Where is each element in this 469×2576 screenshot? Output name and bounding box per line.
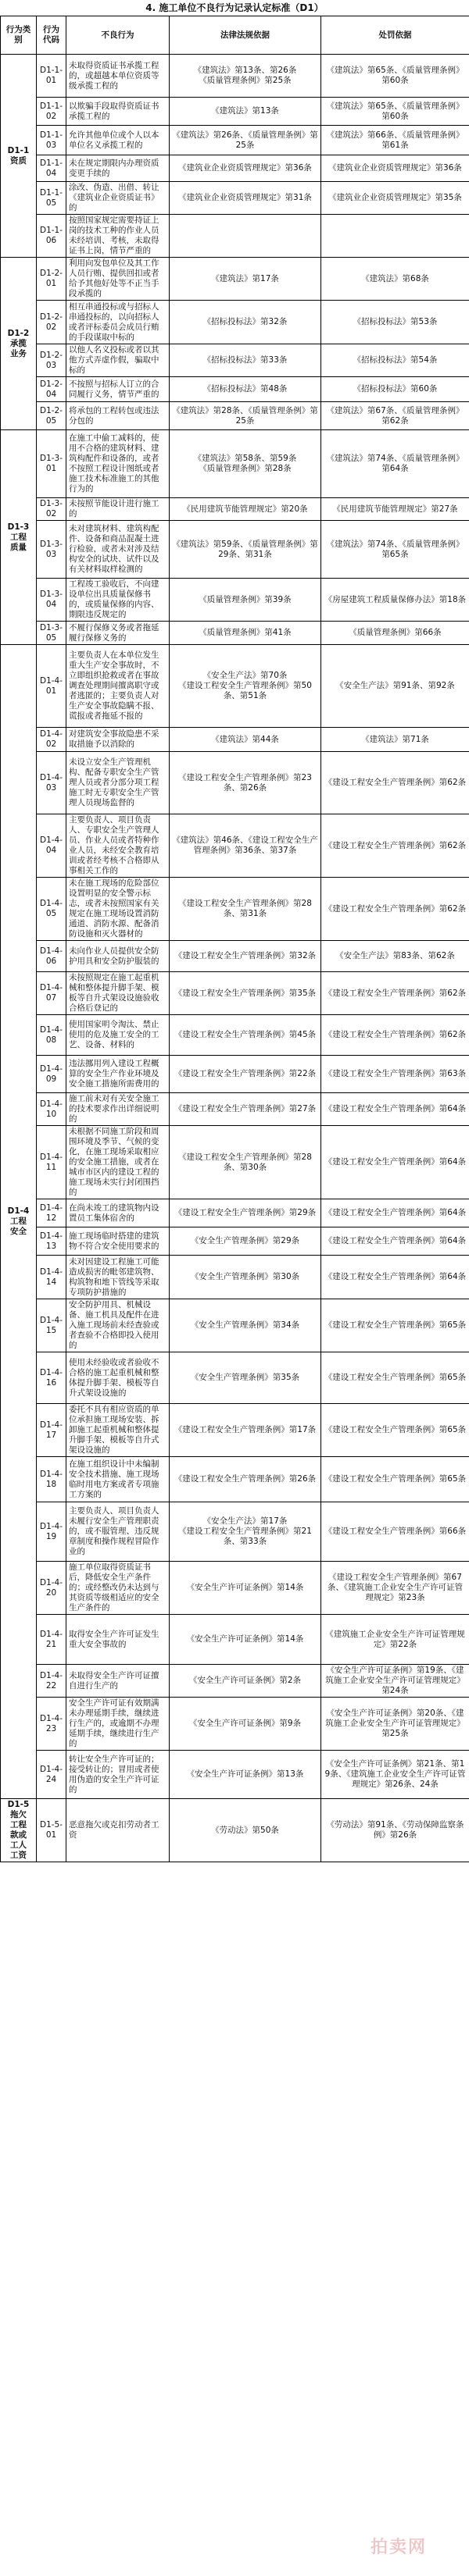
code-cell: D1-4-06 — [37, 941, 66, 972]
code-cell: D1-3-01 — [37, 430, 66, 498]
penalty-basis-cell: 《建筑业企业资质管理规定》第36条 — [321, 155, 469, 182]
code-cell: D1-2-02 — [37, 301, 66, 344]
code-cell: D1-4-20 — [37, 1562, 66, 1615]
behavior-cell: 涂改、伪造、出借、转让《建筑业企业资质证书》的 — [66, 182, 170, 215]
header-category: 行为类别 — [1, 16, 37, 55]
table-row — [1, 1751, 469, 1799]
table-body — [1, 55, 469, 1862]
table-row — [1, 1015, 469, 1056]
law-basis-cell: 《建筑法》第17条 — [170, 258, 321, 301]
behavior-cell: 取得安全生产许可证发生重大安全事故的 — [66, 1615, 170, 1665]
behavior-cell: 未在施工现场的危险部位设置明显的安全警示标志，或者未按照国家有关规定在施工现场设置消防通道、消防水源、配备消防设施和灭火器材的 — [66, 878, 170, 941]
law-basis-cell: 《建筑法》第13条、第26条 《质量管理条例》第25条 — [170, 55, 321, 98]
behavior-cell: 对建筑安全事故隐患不采取措施予以消除的 — [66, 728, 170, 752]
law-basis-cell: 《安全生产法》第70条 《建设工程安全生产管理条例》第50条、第51条 — [170, 645, 321, 728]
penalty-basis-cell: 《建设工程安全生产管理条例》第63条 — [321, 1056, 469, 1093]
law-basis-cell: 《安全生产管理条例》第34条 — [170, 1299, 321, 1352]
table-row — [1, 1799, 469, 1862]
law-basis-cell: 《质量管理条例》第41条 — [170, 622, 321, 645]
law-basis-cell: 《安全生产法》第17条 《建设工程安全生产管理条例》第21条、第33条 — [170, 1502, 321, 1562]
table-row — [1, 752, 469, 814]
behavior-cell: 按照国家规定需要持证上岗的技术工种的作业人员未经培训、考核，未取得证书上岗，情节严重的 — [66, 215, 170, 258]
behavior-cell: 委托不具有相应资质的单位承担施工现场安装、拆卸施工起重机械和整体提升脚手架、模板等自升式架设设施的 — [66, 1404, 170, 1457]
header-behavior: 不良行为 — [66, 16, 170, 55]
behavior-cell: 未按照规定在施工起重机械和整体提升脚手架、模板等自升式架设设施验收合格后登记的 — [66, 972, 170, 1015]
code-cell: D1-4-10 — [37, 1093, 66, 1126]
law-basis-cell: 《建筑法》第26条、《质量管理条例》第25条 — [170, 126, 321, 155]
table-row — [1, 941, 469, 972]
penalty-basis-cell: 《建筑法》第74条、《质量管理条例》第64条 — [321, 430, 469, 498]
law-basis-cell: 《建设工程安全生产管理条例》第29条 — [170, 1199, 321, 1227]
law-basis-cell: 《民用建筑节能管理规定》第20条 — [170, 498, 321, 521]
table-row — [1, 402, 469, 430]
behavior-cell: 不按照与招标人订立的合同履行义务，情节严重的 — [66, 377, 170, 402]
behavior-cell: 使用未经验收或者验收不合格的施工起重机械和整体提升脚手架、模板等自升式架设设施的 — [66, 1352, 170, 1404]
header-row — [1, 16, 469, 55]
penalty-basis-cell: 《房屋建筑工程质量保修办法》第18条 — [321, 579, 469, 622]
table-row — [1, 1299, 469, 1352]
penalty-basis-cell: 《建设工程安全生产管理条例》第65条 — [321, 1404, 469, 1457]
code-cell: D1-1-06 — [37, 215, 66, 258]
penalty-basis-cell: 《建筑法》第65条、《质量管理条例》第60条 — [321, 55, 469, 98]
table-row — [1, 1457, 469, 1502]
code-cell: D1-4-23 — [37, 1698, 66, 1751]
behavior-cell: 安全生产许可证有效期满未办理延期手续，继续进行生产的，或逾期不办理延期手续，继续进行生产的 — [66, 1698, 170, 1751]
penalty-basis-cell: 《招标投标法》第60条 — [321, 377, 469, 402]
penalty-basis-cell: 《建筑业企业资质管理规定》第35条 — [321, 182, 469, 215]
table-row — [1, 1404, 469, 1457]
behavior-cell: 在施工组织设计中未编制安全技术措施、施工现场临时用电方案或者专项施工方案的 — [66, 1457, 170, 1502]
code-cell: D1-4-14 — [37, 1256, 66, 1299]
penalty-basis-cell: 《建筑法》第71条 — [321, 728, 469, 752]
law-basis-cell: 《建设工程安全生产管理条例》第32条 — [170, 941, 321, 972]
law-basis-cell: 《建设工程安全生产管理条例》第27条 — [170, 1093, 321, 1126]
code-cell: D1-4-18 — [37, 1457, 66, 1502]
code-cell: D1-1-02 — [37, 98, 66, 126]
law-basis-cell: 《建筑法》第13条 — [170, 98, 321, 126]
table-row — [1, 126, 469, 155]
behavior-cell: 安全防护用具、机械设备、施工机具及配件在进入施工现场前未经查验或者查验不合格即投入使用的 — [66, 1299, 170, 1352]
law-basis-cell: 《安全生产许可证条例》第13条 — [170, 1751, 321, 1799]
table-row — [1, 1502, 469, 1562]
behavior-cell: 未取得资质证书承揽工程的，或超越本单位资质等级承揽工程的 — [66, 55, 170, 98]
penalty-basis-cell: 《建筑法》第66条、《质量管理条例》第61条 — [321, 126, 469, 155]
behavior-cell: 未取得安全生产许可证擅自进行生产的 — [66, 1665, 170, 1698]
law-basis-cell: 《安全生产许可证条例》第14条 — [170, 1615, 321, 1665]
category-cell: D1-5 拖欠 工程 款或 工人 工资 — [1, 1799, 37, 1862]
behavior-cell: 不履行保修义务或者拖延履行保修义务的 — [66, 622, 170, 645]
behavior-cell: 工程竣工验收后，不向建设单位出具质量保修书的，或质量保修的内容、期限违反规定的 — [66, 579, 170, 622]
penalty-basis-cell: 《建设工程安全生产管理条例》第65条 — [321, 1352, 469, 1404]
code-cell: D1-4-09 — [37, 1056, 66, 1093]
law-basis-cell: 《建筑法》第44条 — [170, 728, 321, 752]
penalty-basis-cell: 《建设工程安全生产管理条例》第64条 — [321, 1093, 469, 1126]
code-cell: D1-4-12 — [37, 1199, 66, 1227]
penalty-basis-cell: 《建设工程安全生产管理条例》第62条 — [321, 814, 469, 878]
law-basis-cell: 《安全生产许可证条例》第14条 — [170, 1562, 321, 1615]
table-row — [1, 521, 469, 579]
table-row — [1, 344, 469, 377]
category-cell: D1-3 工程 质量 — [1, 430, 37, 645]
penalty-basis-cell: 《安全生产许可证条例》第21条、第19条、《建筑施工企业安全生产许可证管理规定》第26条、24条 — [321, 1751, 469, 1799]
table-row — [1, 1227, 469, 1256]
penalty-basis-cell: 《建设工程安全生产管理条例》第64条 — [321, 1199, 469, 1227]
law-basis-cell: 《建设工程安全生产管理条例》第17条 — [170, 1404, 321, 1457]
table-row — [1, 622, 469, 645]
code-cell: D1-2-04 — [37, 377, 66, 402]
behavior-cell: 未对因建设工程施工可能造成损害的毗邻建筑物、构筑物和地下管线等采取专项防护措施的 — [66, 1256, 170, 1299]
table-row — [1, 972, 469, 1015]
behavior-cell: 未对建筑材料、建筑构配件、设备和商品混凝土进行检验，或者未对涉及结构安全的试块、试件以及有关材料取样检测的 — [66, 521, 170, 579]
law-basis-cell: 《安全生产管理条例》第35条 — [170, 1352, 321, 1404]
table-row — [1, 1562, 469, 1615]
behavior-cell: 利用向发包单位及其工作人员行贿、提供回扣或者给予其他好处等不正当手段承揽的 — [66, 258, 170, 301]
penalty-basis-cell: 《建筑施工企业安全生产许可证管理规定》第22条 — [321, 1615, 469, 1665]
law-basis-cell: 《建设工程安全生产管理条例》第28条、第30条 — [170, 1126, 321, 1199]
header-law-basis: 法律法规依据 — [170, 16, 321, 55]
behavior-cell: 将承包的工程转包或违法分包的 — [66, 402, 170, 430]
law-basis-cell: 《建设工程安全生产管理条例》第22条 — [170, 1056, 321, 1093]
penalty-basis-cell — [321, 215, 469, 258]
behavior-cell: 未在规定期限内办理资质变更手续的 — [66, 155, 170, 182]
penalty-basis-cell: 《建设工程安全生产管理条例》第62条 — [321, 1015, 469, 1056]
behavior-cell: 允许其他单位或个人以本单位名义承揽工程的 — [66, 126, 170, 155]
law-basis-cell: 《安全生产管理条例》第29条 — [170, 1227, 321, 1256]
section-title: 4. 施工单位不良行为记录认定标准（D1） — [0, 0, 469, 16]
code-cell: D1-4-03 — [37, 752, 66, 814]
table-row — [1, 430, 469, 498]
table-row — [1, 1615, 469, 1665]
behavior-cell: 在尚未竣工的建筑物内设置员工集体宿舍的 — [66, 1199, 170, 1227]
code-cell: D1-4-21 — [37, 1615, 66, 1665]
code-cell: D1-2-01 — [37, 258, 66, 301]
watermark-logo: 拍卖网 — [370, 2538, 427, 2557]
law-basis-cell — [170, 215, 321, 258]
code-cell: D1-4-05 — [37, 878, 66, 941]
behavior-cell: 在施工中偷工减料的，使用不合格的建筑材料、建筑构配件和设备的，或者不按照工程设计图纸或者施工技术标准施工的其他行为的 — [66, 430, 170, 498]
code-cell: D1-4-08 — [37, 1015, 66, 1056]
behavior-cell: 使用国家明令淘汰、禁止使用的危及施工安全的工艺、设备、材料的 — [66, 1015, 170, 1056]
behavior-cell: 转让安全生产许可证的；接受转让的；冒用或者使用伪造的安全生产许可证的 — [66, 1751, 170, 1799]
penalty-basis-cell: 《建筑法》第74条、《质量管理条例》第65条 — [321, 521, 469, 579]
penalty-basis-cell: 《安全生产法》第91条、第92条 — [321, 645, 469, 728]
table-row — [1, 498, 469, 521]
behavior-cell: 未根据不同施工阶段和周围环境及季节、气候的变化，在施工现场采取相应的安全施工措施，或者在城市市区内的建设工程的施工现场未实行封闭围挡的 — [66, 1126, 170, 1199]
penalty-basis-cell: 《招标投标法》第53条 — [321, 301, 469, 344]
code-cell: D1-3-04 — [37, 579, 66, 622]
code-cell: D1-4-01 — [37, 645, 66, 728]
table-row — [1, 215, 469, 258]
penalty-basis-cell: 《建设工程安全生产管理条例》第62条 — [321, 972, 469, 1015]
law-basis-cell: 《建设工程安全生产管理条例》第35条 — [170, 972, 321, 1015]
penalty-basis-cell: 《建设工程安全生产管理条例》第62条 — [321, 878, 469, 941]
table-row — [1, 878, 469, 941]
code-cell: D1-3-05 — [37, 622, 66, 645]
penalty-basis-cell: 《建设工程安全生产管理条例》第62条 — [321, 752, 469, 814]
behavior-cell: 主要负责人在本单位发生重大生产安全事故时，不立即组织抢救或者在事故调查处理期间擅离职守或者逃匿的；主要负责人对生产安全事故隐瞒不报、谎报或者拖延不报的 — [66, 645, 170, 728]
code-cell: D1-4-15 — [37, 1299, 66, 1352]
law-basis-cell: 《安全生产管理条例》第30条 — [170, 1256, 321, 1299]
code-cell: D1-4-16 — [37, 1352, 66, 1404]
table-row — [1, 1093, 469, 1126]
table-row — [1, 1665, 469, 1698]
code-cell: D1-4-11 — [37, 1126, 66, 1199]
code-cell: D1-4-02 — [37, 728, 66, 752]
code-cell: D1-4-04 — [37, 814, 66, 878]
behavior-cell: 以他人名义投标或者以其他方式弄虚作假，骗取中标的 — [66, 344, 170, 377]
law-basis-cell: 《招标投标法》第33条 — [170, 344, 321, 377]
behavior-cell: 相互串通投标或与招标人串通投标的，以向招标人或者评标委员会成员行贿的手段谋取中标的 — [66, 301, 170, 344]
table-row — [1, 98, 469, 126]
penalty-basis-cell: 《建筑法》第68条 — [321, 258, 469, 301]
table-row — [1, 1698, 469, 1751]
law-basis-cell: 《建筑业企业资质管理规定》第36条 — [170, 155, 321, 182]
behavior-cell: 未设立安全生产管理机构、配备专职安全生产管理人员或者分部分项工程施工时无专职安全生产管理人员现场监督的 — [66, 752, 170, 814]
law-basis-cell: 《建设工程安全生产管理条例》第23条、第26条 — [170, 752, 321, 814]
table-row — [1, 55, 469, 98]
law-basis-cell: 《建设工程安全生产管理条例》第45条 — [170, 1015, 321, 1056]
penalty-basis-cell: 《劳动法》第91条、《劳动保障监察条例》第26条 — [321, 1799, 469, 1862]
penalty-basis-cell: 《招标投标法》第54条 — [321, 344, 469, 377]
behavior-cell: 恶意拖欠或克扣劳动者工资 — [66, 1799, 170, 1862]
behavior-cell: 以欺骗手段取得资质证书承揽工程的 — [66, 98, 170, 126]
table-row — [1, 728, 469, 752]
table-row — [1, 1126, 469, 1199]
behavior-cell: 施工单位取得资质证书后，降低安全生产条件的；或经整改仍未达到与其资质等级相适应的安全生产条件的 — [66, 1562, 170, 1615]
law-basis-cell: 《安全生产许可证条例》第9条 — [170, 1698, 321, 1751]
behavior-cell: 未向作业人员提供安全防护用具和安全防护服装的 — [66, 941, 170, 972]
table-row — [1, 645, 469, 728]
law-basis-cell: 《招标投标法》第48条 — [170, 377, 321, 402]
code-cell: D1-4-24 — [37, 1751, 66, 1799]
category-cell: D1-1 资质 — [1, 55, 37, 258]
code-cell: D1-2-03 — [37, 344, 66, 377]
code-cell: D1-1-04 — [37, 155, 66, 182]
behavior-cell: 违法挪用列入建设工程概算的安全生产作业环境及安全施工措施所需费用的 — [66, 1056, 170, 1093]
code-cell: D1-4-13 — [37, 1227, 66, 1256]
table-row — [1, 1352, 469, 1404]
table-row — [1, 182, 469, 215]
penalty-basis-cell: 《建设工程安全生产管理条例》第65条 — [321, 1457, 469, 1502]
violation-table — [0, 16, 469, 1862]
table-row — [1, 301, 469, 344]
table-row — [1, 1056, 469, 1093]
header-code: 行为代码 — [37, 16, 66, 55]
law-basis-cell: 《建筑法》第46条、《建设工程安全生产管理条例》第36条、第37条 — [170, 814, 321, 878]
penalty-basis-cell: 《建筑法》第65条、《质量管理条例》第60条 — [321, 98, 469, 126]
penalty-basis-cell: 《民用建筑节能管理规定》第27条 — [321, 498, 469, 521]
penalty-basis-cell: 《安全生产许可证条例》第19条、《建筑施工企业安全生产许可证管理规定》第24条 — [321, 1665, 469, 1698]
penalty-basis-cell: 《建设工程安全生产管理条例》第65条 — [321, 1299, 469, 1352]
law-basis-cell: 《劳动法》第50条 — [170, 1799, 321, 1862]
law-basis-cell: 《安全生产许可证条例》第2条 — [170, 1665, 321, 1698]
code-cell: D1-3-02 — [37, 498, 66, 521]
table-row — [1, 579, 469, 622]
code-cell: D1-4-17 — [37, 1404, 66, 1457]
code-cell: D1-3-03 — [37, 521, 66, 579]
code-cell: D1-1-03 — [37, 126, 66, 155]
code-cell: D1-4-22 — [37, 1665, 66, 1698]
law-basis-cell: 《招标投标法》第32条 — [170, 301, 321, 344]
penalty-basis-cell: 《安全生产许可证条例》第20条、《建筑施工企业安全生产许可证管理规定》第25条 — [321, 1698, 469, 1751]
law-basis-cell: 《质量管理条例》第39条 — [170, 579, 321, 622]
penalty-basis-cell: 《建设工程安全生产管理条例》第64条 — [321, 1256, 469, 1299]
penalty-basis-cell: 《建设工程安全生产管理条例》第66条 — [321, 1502, 469, 1562]
penalty-basis-cell: 《建设工程安全生产管理条例》第64条 — [321, 1126, 469, 1199]
code-cell: D1-4-19 — [37, 1502, 66, 1562]
penalty-basis-cell: 《建筑法》第67条、《质量管理条例》第62条 — [321, 402, 469, 430]
table-row — [1, 155, 469, 182]
law-basis-cell: 《建筑法》第59条、《质量管理条例》第29条、第31条 — [170, 521, 321, 579]
code-cell: D1-5-01 — [37, 1799, 66, 1862]
penalty-basis-cell: 《质量管理条例》第66条 — [321, 622, 469, 645]
code-cell: D1-2-05 — [37, 402, 66, 430]
law-basis-cell: 《建筑业企业资质管理规定》第31条 — [170, 182, 321, 215]
code-cell: D1-1-01 — [37, 55, 66, 98]
behavior-cell: 主要负责人、项目负责人未履行安全生产管理职责的，或不服管理、违反规章制度和操作规程冒险作业的 — [66, 1502, 170, 1562]
behavior-cell: 未按照节能设计进行施工的 — [66, 498, 170, 521]
table-row — [1, 1199, 469, 1227]
law-basis-cell: 《建设工程安全生产管理条例》第28条、第31条 — [170, 878, 321, 941]
header-penalty-basis: 处罚依据 — [321, 16, 469, 55]
law-basis-cell: 《建筑法》第28条、《质量管理条例》第25条 — [170, 402, 321, 430]
behavior-cell: 施工现场临时搭建的建筑物不符合安全使用要求的 — [66, 1227, 170, 1256]
law-basis-cell: 《建筑法》第58条、第59条 《质量管理条例》第28条 — [170, 430, 321, 498]
table-row — [1, 1256, 469, 1299]
category-cell: D1-4 工程 安全 — [1, 645, 37, 1799]
penalty-basis-cell: 《建设工程安全生产管理条例》第67条、《建筑施工企业安全生产许可证管理规定》第23条 — [321, 1562, 469, 1615]
table-row — [1, 258, 469, 301]
law-basis-cell: 《建设工程安全生产管理条例》第26条 — [170, 1457, 321, 1502]
behavior-cell: 主要负责人、项目负责人、专职安全生产管理人员、作业人员或者特种作业人员，未经安全教育培训或者经考核不合格即从事相关工作的 — [66, 814, 170, 878]
code-cell: D1-1-05 — [37, 182, 66, 215]
category-cell: D1-2 承揽 业务 — [1, 258, 37, 430]
table-row — [1, 814, 469, 878]
penalty-basis-cell: 《建设工程安全生产管理条例》第64条 — [321, 1227, 469, 1256]
penalty-basis-cell: 《安全生产法》第83条、第62条 — [321, 941, 469, 972]
table-row — [1, 377, 469, 402]
code-cell: D1-4-07 — [37, 972, 66, 1015]
behavior-cell: 施工前未对有关安全施工的技术要求作出详细说明的 — [66, 1093, 170, 1126]
